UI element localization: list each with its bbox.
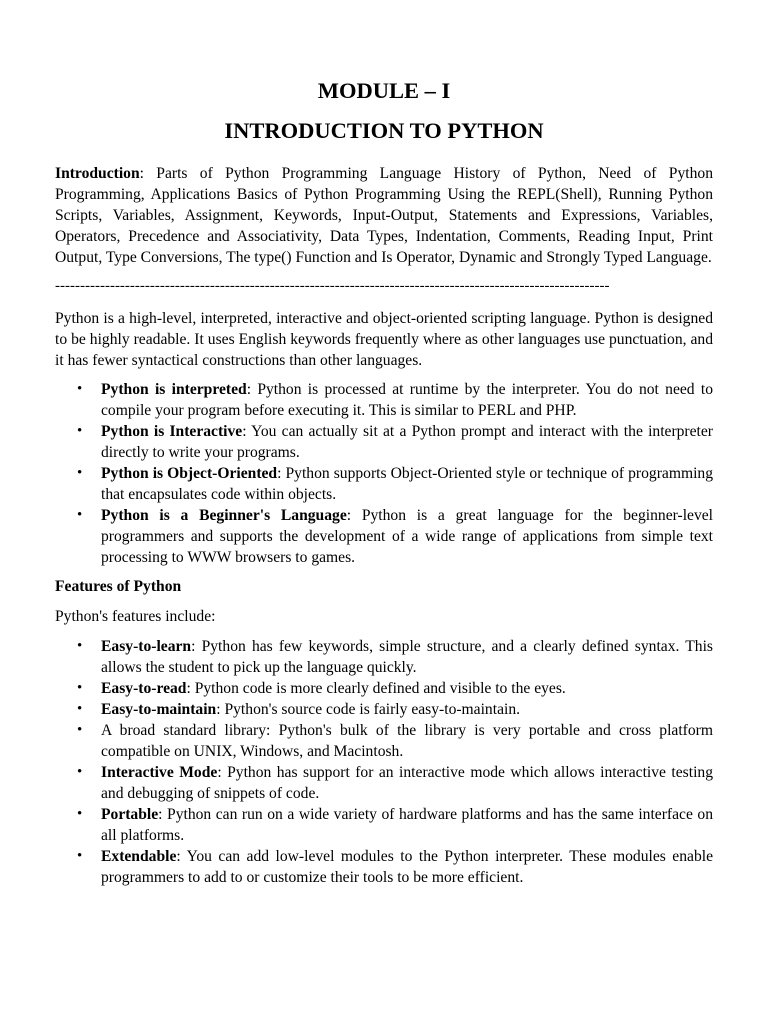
list-item-text: : Python has support for an interactive mode which allows interactive testing and debugging of snippets of code. [101, 764, 713, 802]
list-item [77, 846, 713, 888]
list-item-text: : You can add low-level modules to the Python interpreter. These modules enable programmers to add to or customize their tools to be more efficient. [101, 848, 713, 886]
list-item-text: : Python is a great language for the beginner-level programmers and supports the development of a wide range of applications from simple text processing to WWW browsers to games. [101, 507, 713, 566]
bullet-icon: • [77, 680, 83, 696]
list-item-term: Python is Object-Oriented [101, 465, 278, 482]
list-item-term: Easy-to-read [101, 680, 187, 697]
list-item-term: Python is a Beginner's Language [101, 507, 347, 524]
list-item-term: Extendable [101, 848, 177, 865]
bullet-icon: • [77, 701, 83, 717]
list-item-text: : Python code is more clearly defined and visible to the eyes. [186, 680, 566, 697]
chapter-title: INTRODUCTION TO PYTHON [224, 118, 544, 143]
features-list [55, 636, 713, 888]
list-item-text: : Python's source code is fairly easy-to-maintain. [216, 701, 521, 718]
features-intro: Python's features include: [55, 608, 216, 625]
list-item-text: A broad standard library: Python's bulk of the library is very portable and cross platform compatible on UNIX, Windows, and Macintosh. [101, 722, 713, 760]
list-item-text: : You can actually sit at a Python prompt and interact with the interpreter directly to write your programs. [101, 423, 713, 461]
list-item [77, 720, 713, 762]
intro-paragraph [55, 163, 713, 268]
list-item-term: Easy-to-learn [101, 638, 192, 655]
intro-label: Introduction [55, 165, 140, 182]
module-title: MODULE – I [317, 78, 451, 103]
intro-text: : Parts of Python Programming Language History of Python, Need of Python Programming, Applications Basics of Python Programming Using the REPL(Shell), Running Python Scripts, Variables, Assignment, Keywords, Input-Output, Statements and Expressions, Variables, Operators, Precedence and Associativity, Data Types, Indentation, Comments, Reading Input, Print Output, Type Conversions, The type() Function and Is Operator, Dynamic and Strongly Typed Language. [55, 165, 713, 266]
bullet-icon: • [77, 806, 83, 822]
bullet-icon: • [77, 764, 83, 780]
list-item-text: : Python has few keywords, simple structure, and a clearly defined syntax. This allows the student to pick up the language quickly. [101, 638, 713, 676]
list-item [77, 762, 713, 804]
bullet-icon: • [77, 465, 83, 481]
list-item [77, 678, 713, 699]
list-item [77, 463, 714, 505]
overview-paragraph: Python is a high-level, interpreted, interactive and object-oriented scripting language. Python is designed to be highly readable. It uses English keywords frequently where as other languages use punctuation, and it has fewer syntactical constructions than other languages. [55, 310, 713, 369]
list-item [77, 379, 714, 421]
bullet-icon: • [77, 638, 83, 654]
list-item-term: Easy-to-maintain [101, 701, 217, 718]
bullet-icon: • [77, 423, 83, 439]
list-item-text: : Python supports Object-Oriented style or technique of programming that encapsulates code within objects. [101, 465, 714, 503]
list-item-text: : Python is processed at runtime by the interpreter. You do not need to compile your program before executing it. This is similar to PERL and PHP. [101, 381, 714, 419]
divider-line: --------------------------------------------------------------------------------------------------------------- [55, 278, 610, 294]
bullet-icon: • [77, 381, 83, 397]
list-item-term: Python is Interactive [101, 423, 243, 440]
list-item-text: : Python can run on a wide variety of hardware platforms and has the same interface on all platforms. [101, 806, 713, 844]
list-item [77, 699, 713, 720]
bullet-icon: • [77, 722, 83, 738]
list-item-term: Interactive Mode [101, 764, 218, 781]
bullet-icon: • [77, 507, 83, 523]
list-item [77, 636, 713, 678]
list-item [77, 505, 713, 568]
list-item-term: Portable [101, 806, 159, 823]
bullet-icon: • [77, 848, 83, 864]
traits-list [55, 379, 713, 568]
list-item [77, 804, 713, 846]
list-item [77, 421, 713, 463]
list-item-term: Python is interpreted [101, 381, 247, 398]
features-heading: Features of Python [55, 578, 182, 595]
